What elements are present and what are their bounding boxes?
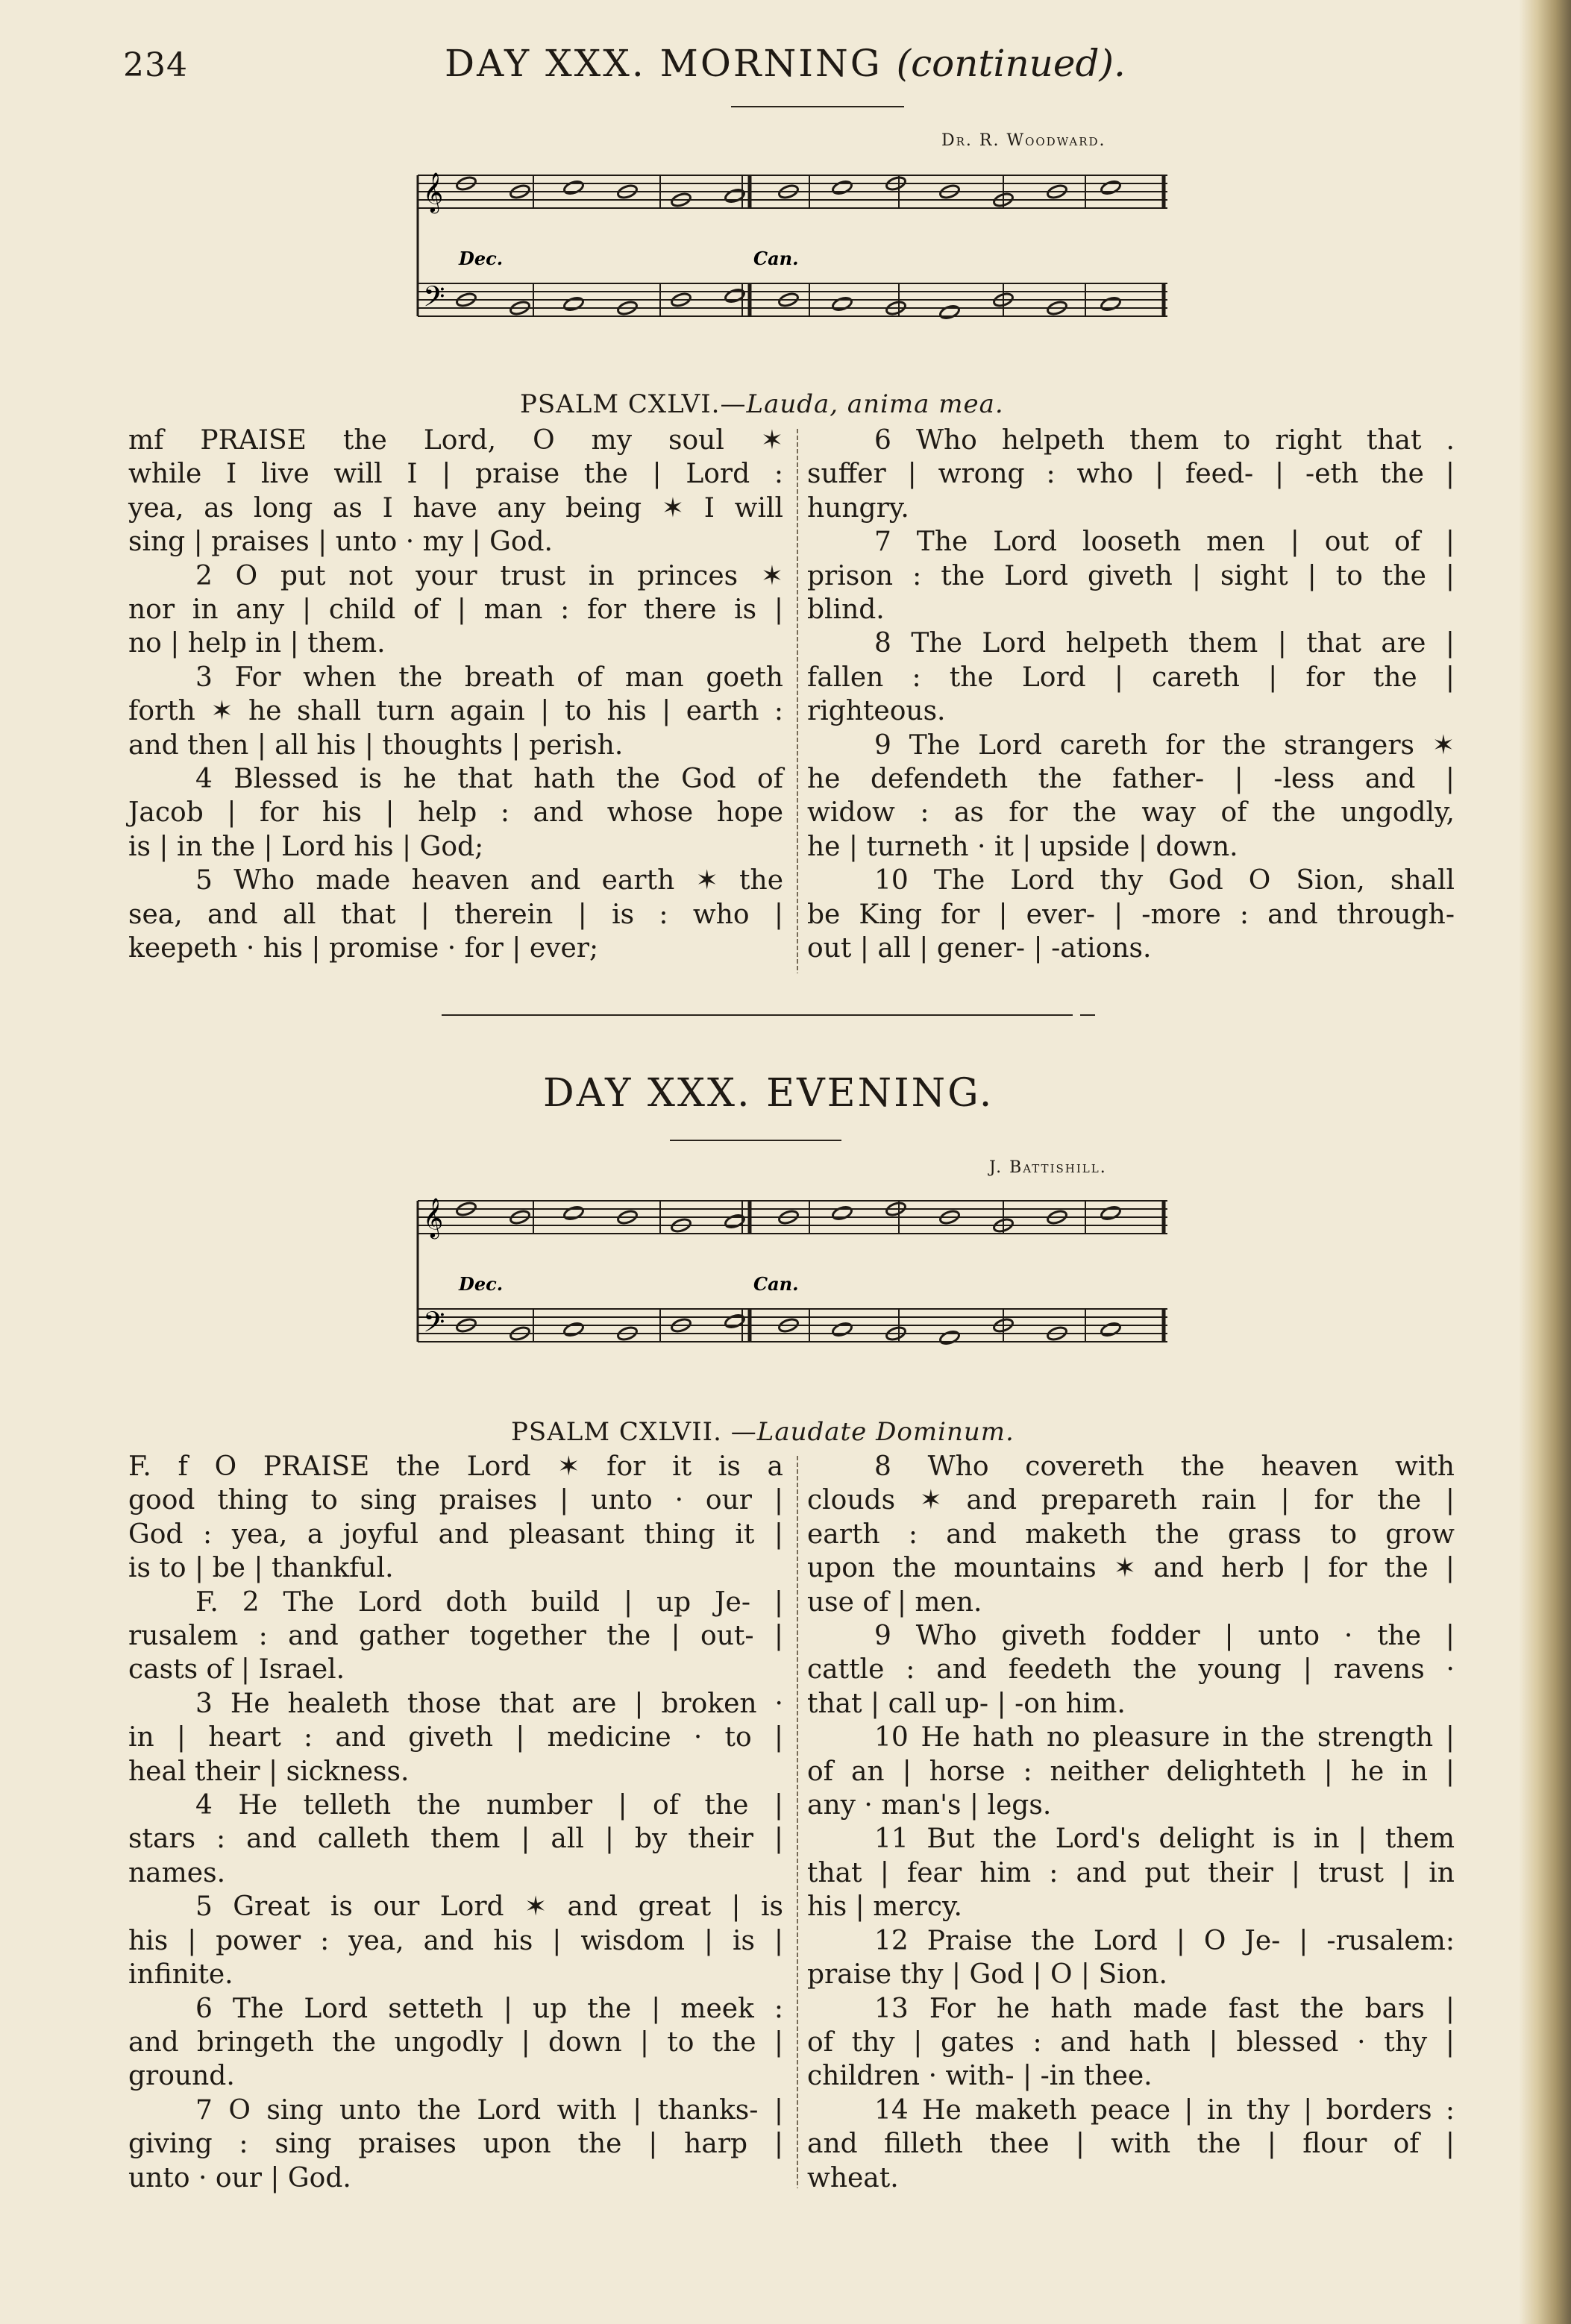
psalm-line: F. 2 The Lord doth build | up Je- |: [195, 1586, 783, 1618]
note-head: [831, 1205, 853, 1221]
psalm-line: 4 He telleth the number | of the |: [195, 1790, 783, 1821]
note-head: [1100, 1321, 1121, 1337]
bass-clef-icon: 𝄢: [423, 1305, 445, 1345]
running-head: [445, 42, 1126, 85]
psalm-line: 8 The Lord helpeth them | that are |: [874, 628, 1455, 659]
note-head: [1100, 1205, 1121, 1221]
psalm-line: 5 Who made heaven and earth ✶ the: [195, 865, 783, 896]
bass-clef-icon: 𝄢: [423, 280, 445, 320]
psalm-line: upon the mountains ✶ and herb | for the |: [807, 1553, 1455, 1584]
psalm-line: God : yea, a joyful and pleasant thing it |: [128, 1519, 783, 1550]
psalm-line: his | power : yea, and his | wisdom | is |: [128, 1925, 783, 1956]
decani-label: Dec.: [459, 248, 504, 269]
psalm-line: is | in the | Lord his | God;: [128, 831, 484, 862]
note-head: [938, 1329, 960, 1345]
psalm-line: 11 But the Lord's delight is in | them: [874, 1824, 1455, 1855]
psalm-line: wheat.: [807, 2162, 899, 2193]
psalm-line: use of | men.: [807, 1586, 982, 1618]
psalm-line: 10 The Lord thy God O Sion, shall: [874, 865, 1455, 896]
psalm-line: 9 Who giveth fodder | unto · the |: [874, 1621, 1455, 1652]
evening-chant-score: [414, 1178, 1175, 1395]
psalm-line: blind.: [807, 594, 885, 626]
cantoris-label: Can.: [753, 248, 799, 269]
morning-chant-score: [414, 153, 1175, 369]
psalm-line: names.: [128, 1857, 226, 1888]
morning-psalm-title: PSALM CXLVI.—Lauda, anima mea.: [520, 389, 1004, 419]
psalm-line: ground.: [128, 2061, 235, 2092]
treble-clef-icon: 𝄞: [423, 172, 444, 212]
note-head: [831, 295, 853, 312]
note-head: [1100, 295, 1121, 312]
psalm-line: of an | horse : neither delighteth | he in |: [807, 1756, 1455, 1787]
note-head: [562, 1205, 584, 1221]
psalm-line: while I live will I | praise the | Lord :: [128, 459, 783, 490]
psalm-line: Jacob | for his | help : and whose hope: [128, 797, 783, 829]
psalm-line: no | help in | them.: [128, 628, 386, 659]
psalm-line: any · man's | legs.: [807, 1790, 1052, 1821]
running-head-main: DAY XXX. MORNING: [445, 42, 882, 85]
evening-heading: DAY XXX. EVENING.: [543, 1071, 994, 1116]
psalm-line: 6 The Lord setteth | up the | meek :: [195, 1993, 783, 2024]
psalm-line: 13 For he hath made fast the bars |: [874, 1993, 1455, 2024]
evening-composer: J. Battishill.: [989, 1158, 1107, 1177]
psalm-line: infinite.: [128, 1959, 233, 1991]
psalm-line: hungry.: [807, 492, 909, 524]
psalm-line: keepeth · his | promise · for | ever;: [128, 933, 599, 964]
psalm-line: fallen : the Lord | careth | for the |: [807, 662, 1455, 693]
psalm-line: 12 Praise the Lord | O Je- | -rusalem:: [874, 1925, 1455, 1956]
psalm-line: rusalem : and gather together the | out- |: [128, 1621, 783, 1652]
note-head: [831, 179, 853, 195]
psalm-line: 7 The Lord looseth men | out of |: [874, 527, 1455, 558]
psalm-line: of thy | gates : and hath | blessed · thy |: [807, 2026, 1455, 2058]
psalm-line: F. f O PRAISE the Lord ✶ for it is a: [128, 1451, 783, 1482]
psalm-line: in | heart : and giveth | medicine · to |: [128, 1722, 783, 1753]
morning-psalm-latin: Lauda, anima mea.: [746, 389, 1004, 419]
psalm-line: and then | all his | thoughts | perish.: [128, 729, 624, 761]
note-head: [831, 1321, 853, 1337]
psalm-line: 14 He maketh peace | in thy | borders :: [874, 2094, 1455, 2126]
evening-column-divider: [797, 1456, 798, 2188]
evening-left-column: [128, 1450, 783, 2195]
psalm-line: earth : and maketh the grass to grow: [807, 1519, 1455, 1550]
psalm-line: prison : the Lord giveth | sight | to the |: [807, 560, 1455, 591]
note-head: [1100, 179, 1121, 195]
psalm-line: cattle : and feedeth the young | ravens ·: [807, 1654, 1455, 1686]
psalm-line: widow : as for the way of the ungodly,: [807, 797, 1455, 829]
psalm-line: good thing to sing praises | unto · our |: [128, 1485, 783, 1516]
psalm-line: clouds ✶ and prepareth rain | for the |: [807, 1485, 1455, 1516]
psalm-line: sea, and all that | therein | is : who |: [128, 899, 783, 930]
psalm-line: heal their | sickness.: [128, 1756, 410, 1787]
psalm-line: 6 Who helpeth them to right that .: [874, 425, 1455, 456]
psalm-line: giving : sing praises upon the | harp |: [128, 2129, 783, 2160]
psalm-line: stars : and calleth them | all | by their |: [128, 1824, 783, 1855]
psalm-line: 9 The Lord careth for the strangers ✶: [874, 729, 1455, 761]
decani-label: Dec.: [459, 1273, 504, 1295]
psalm-line: sing | praises | unto · my | God.: [128, 527, 553, 558]
psalm-line: yea, as long as I have any being ✶ I will: [128, 492, 783, 524]
psalm-line: praise thy | God | O | Sion.: [807, 1959, 1167, 1991]
book-spine-shadow: [1519, 0, 1571, 2324]
note-head: [562, 295, 584, 312]
psalm-line: forth ✶ he shall turn again | to his | earth :: [128, 696, 783, 727]
psalm-line: children · with- | -in thee.: [807, 2061, 1153, 2092]
cantoris-label: Can.: [753, 1273, 799, 1295]
evening-psalm-number: PSALM CXLVII.: [511, 1417, 722, 1447]
note-head: [562, 179, 584, 195]
psalm-line: 4 Blessed is he that hath the God of: [195, 764, 783, 795]
psalm-line: that | call up- | -on him.: [807, 1688, 1126, 1719]
psalm-line: be King for | ever- | -more : and through-: [807, 899, 1455, 930]
evening-psalm-title: PSALM CXLVII. —Laudate Dominum.: [511, 1417, 1015, 1447]
evening-psalm-latin: Laudate Dominum.: [756, 1417, 1015, 1447]
psalm-line: out | all | gener- | -ations.: [807, 933, 1152, 964]
psalm-line: 3 For when the breath of man goeth: [195, 662, 783, 693]
section-divider: [442, 1014, 1073, 1016]
header-rule: [731, 106, 904, 107]
morning-left-column: [128, 424, 783, 966]
morning-column-divider: [797, 429, 798, 973]
psalm-line: casts of | Israel.: [128, 1654, 345, 1686]
psalm-line: 2 O put not your trust in princes ✶: [195, 560, 783, 591]
psalm-line: 8 Who covereth the heaven with: [874, 1451, 1455, 1482]
treble-clef-icon: 𝄞: [423, 1197, 444, 1237]
psalm-line: 3 He healeth those that are | broken ·: [195, 1688, 783, 1719]
psalm-line: 7 O sing unto the Lord with | thanks- |: [195, 2094, 783, 2126]
psalm-line: righteous.: [807, 696, 946, 727]
psalm-line: suffer | wrong : who | feed- | -eth the |: [807, 459, 1455, 490]
psalm-line: mf PRAISE the Lord, O my soul ✶: [128, 425, 783, 456]
evening-heading-rule: [670, 1140, 841, 1141]
morning-composer: Dr. R. Woodward.: [941, 131, 1106, 150]
evening-right-column: [807, 1450, 1455, 2195]
psalm-line: he defendeth the father- | -less and |: [807, 764, 1455, 795]
page-number: 234: [123, 46, 188, 84]
morning-psalm-number: PSALM CXLVI.: [520, 389, 721, 419]
note-head: [938, 304, 960, 320]
psalm-line: and filleth thee | with the | flour of |: [807, 2129, 1455, 2160]
psalm-line: and bringeth the ungodly | down | to the |: [128, 2026, 783, 2058]
psalm-line: he | turneth · it | upside | down.: [807, 831, 1238, 862]
psalm-line: is to | be | thankful.: [128, 1553, 394, 1584]
psalm-line: his | mercy.: [807, 1891, 963, 1923]
psalm-line: 10 He hath no pleasure in the strength |: [874, 1722, 1455, 1753]
section-divider-dash: [1080, 1014, 1095, 1016]
running-head-continued: (continued).: [896, 42, 1126, 85]
psalm-line: that | fear him : and put their | trust | in: [807, 1857, 1455, 1888]
psalm-line: nor in any | child of | man : for there is |: [128, 594, 783, 626]
note-head: [562, 1321, 584, 1337]
psalm-line: 5 Great is our Lord ✶ and great | is: [195, 1891, 783, 1923]
psalm-line: unto · our | God.: [128, 2162, 351, 2193]
morning-right-column: [807, 424, 1455, 966]
